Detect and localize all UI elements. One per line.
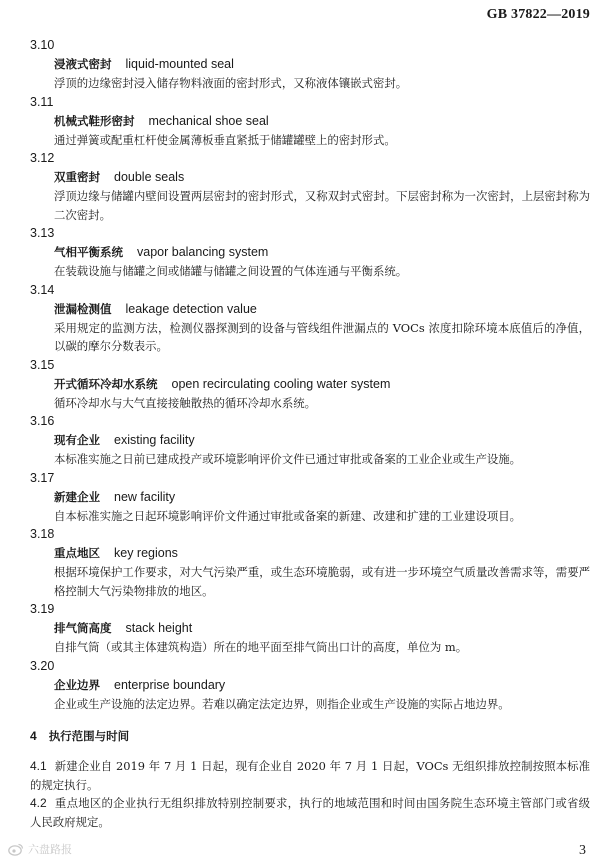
term-title-en: mechanical shoe seal <box>148 113 269 128</box>
term-definition: 采用规定的监测方法，检测仪器探测到的设备与管线组件泄漏点的 VOCs 浓度扣除环境本底值后的净值，以碳的摩尔分数表示。 <box>54 320 590 353</box>
term-number: 3.19 <box>30 602 55 616</box>
term-title-zh: 开式循环冷却水系统 <box>54 376 158 391</box>
term-entry <box>30 469 590 526</box>
term-title-zh: 企业边界 <box>54 677 100 692</box>
term-title <box>54 544 590 563</box>
term-title-en: existing facility <box>114 433 195 447</box>
term-definition: 循环冷却水与大气直接接触散热的循环冷却水系统。 <box>54 395 316 410</box>
term-title <box>54 112 590 131</box>
term-title-en: new facility <box>114 489 176 504</box>
term-title <box>54 243 590 262</box>
term-title-en: open recirculating cooling water system <box>171 376 391 391</box>
document-body <box>30 36 590 831</box>
term-title-en: stack height <box>125 621 193 635</box>
term-title <box>54 300 590 319</box>
term-title-zh: 泄漏检测值 <box>54 301 112 316</box>
term-title <box>54 488 590 507</box>
term-title-zh: 现有企业 <box>54 433 100 447</box>
weibo-icon <box>8 842 24 856</box>
standard-code-header: GB 37822—2019 <box>486 7 590 22</box>
term-entry <box>30 224 590 281</box>
section-number: 4 <box>30 729 37 743</box>
clause-text: 新建企业自 2019 年 7 月 1 日起，现有企业自 2020 年 7 月 1 日起，VOCs 无组织排放控制按照本标准的规定执行。 <box>30 759 590 792</box>
term-entry <box>30 657 590 714</box>
term-definition: 本标准实施之日前已建成投产或环境影响评价文件已通过审批或备案的工业企业或生产设施。 <box>54 452 522 466</box>
clause-number: 4.1 <box>30 759 47 773</box>
term-title-zh: 双重密封 <box>54 170 100 184</box>
term-title-en: liquid-mounted seal <box>125 57 234 71</box>
term-number: 3.16 <box>30 414 55 428</box>
section-heading <box>30 727 590 745</box>
term-title-zh: 排气筒高度 <box>54 621 112 635</box>
term-title-zh: 新建企业 <box>54 489 100 504</box>
term-title <box>54 619 590 638</box>
watermark-text: 六盘路报 <box>28 843 72 856</box>
clause-number: 4.2 <box>30 796 47 810</box>
term-title-zh: 气相平衡系统 <box>54 245 123 259</box>
term-number: 3.11 <box>30 94 54 109</box>
term-entry <box>30 281 590 356</box>
term-title <box>54 431 590 450</box>
term-title <box>54 55 590 74</box>
watermark <box>8 841 72 857</box>
term-definition: 企业或生产设施的法定边界。若难以确定法定边界，则指企业或生产设施的实际占地边界。 <box>54 696 510 711</box>
term-number: 3.12 <box>30 151 55 165</box>
term-definition: 在装载设施与储罐之间或储罐与储罐之间设置的气体连通与平衡系统。 <box>54 264 408 278</box>
term-title-zh: 浸液式密封 <box>54 57 112 71</box>
clause-paragraph <box>30 757 590 794</box>
term-entry <box>30 149 590 224</box>
term-number: 3.14 <box>30 282 55 297</box>
page-number: 3 <box>579 843 586 858</box>
term-title-zh: 重点地区 <box>54 546 100 560</box>
section-title: 执行范围与时间 <box>48 729 130 743</box>
term-title-zh: 机械式鞋形密封 <box>54 113 135 128</box>
term-entry <box>30 600 590 657</box>
term-title-en: vapor balancing system <box>137 245 269 259</box>
term-title <box>54 168 590 187</box>
term-title <box>54 676 590 695</box>
term-definition: 自排气筒（或其主体建筑构造）所在的地平面至排气筒出口计的高度，单位为 m。 <box>54 640 468 654</box>
term-definition: 浮顶边缘与储罐内壁间设置两层密封的密封形式，又称双封式密封。下层密封称为一次密封，上层密封称为二次密封。 <box>54 189 590 222</box>
term-title-en: key regions <box>114 546 178 560</box>
term-title <box>54 375 590 394</box>
term-definition: 根据环境保护工作要求，对大气污染严重，或生态环境脆弱，或有进一步环境空气质量改善需求等，需要严格控制大气污染物排放的地区。 <box>54 565 590 598</box>
term-entry <box>30 412 590 469</box>
clause-paragraph <box>30 794 590 831</box>
term-entry <box>30 525 590 600</box>
term-title-en: leakage detection value <box>125 301 257 316</box>
term-entry <box>30 356 590 413</box>
term-title-en: enterprise boundary <box>114 677 226 692</box>
term-entry <box>30 93 590 150</box>
term-title-en: double seals <box>114 170 185 184</box>
term-number: 3.17 <box>30 470 55 485</box>
term-number: 3.13 <box>30 226 55 240</box>
term-definition: 通过弹簧或配重杠杆使金属薄板垂直紧抵于储罐罐壁上的密封形式。 <box>54 132 396 147</box>
term-number: 3.20 <box>30 658 55 673</box>
term-number: 3.10 <box>30 38 55 52</box>
term-number: 3.18 <box>30 527 55 541</box>
term-entry <box>30 36 590 93</box>
term-definition: 浮顶的边缘密封浸入储存物料液面的密封形式，又称液体镶嵌式密封。 <box>54 76 408 90</box>
term-definition: 自本标准实施之日起环境影响评价文件通过审批或备案的新建、改建和扩建的工业建设项目。 <box>54 508 522 523</box>
clause-text: 重点地区的企业执行无组织排放特别控制要求，执行的地域范围和时间由国务院生态环境主管部门或省级人民政府规定。 <box>30 796 590 829</box>
term-number: 3.15 <box>30 357 55 372</box>
